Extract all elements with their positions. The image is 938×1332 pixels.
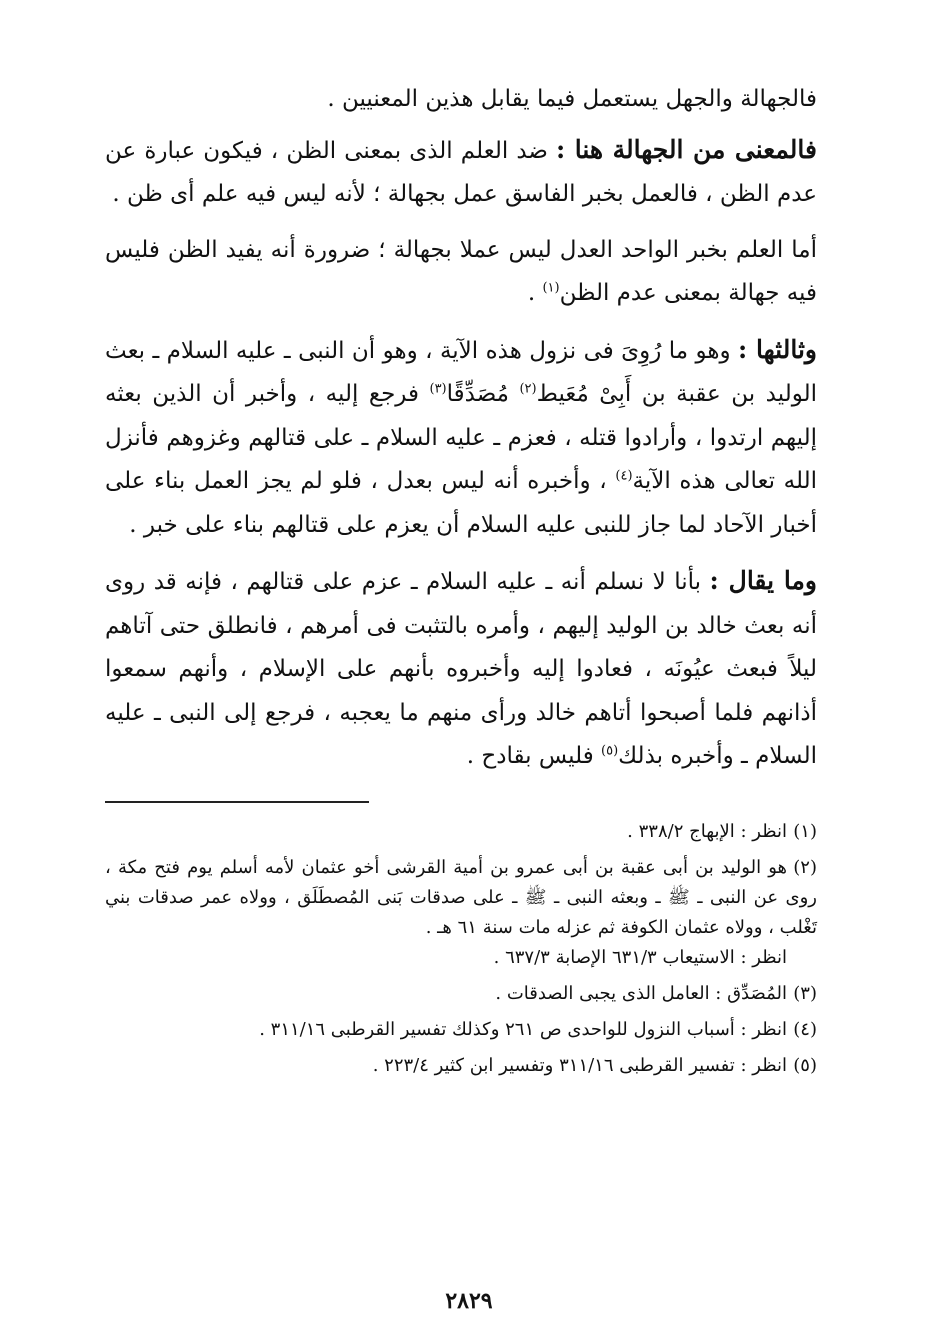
- footnote-text: المُصَدِّق : العامل الذى يجبى الصدقات .: [495, 982, 787, 1004]
- footnote-3: [105, 979, 817, 1009]
- footnote-2-reference: [105, 943, 817, 973]
- paragraph-knowledge: [105, 229, 817, 316]
- paragraph-text: ضد العلم الذى بمعنى الظن ، فيكون عبارة عن عدم الظن ، فالعمل بخبر الفاسق عمل بجهالة ؛ لأنه ليس فيه علم أى ظن .: [105, 137, 817, 207]
- footnote-2: [105, 853, 817, 943]
- footnotes: [105, 817, 817, 1081]
- paragraph-meaning: [105, 128, 817, 217]
- paragraph-text: وهو ما رُوِىَ فى نزول هذه الآية ، وهو أن النبى ـ عليه السلام ـ بعث الوليد بن عقبة بن أَبِىْ مُعَيط: [105, 337, 817, 407]
- footnote-ref[interactable]: (٣): [429, 381, 447, 397]
- paragraph-objection: [105, 559, 817, 779]
- paragraph-tail: ، وأخبره أنه ليس بعدل ، فلو لم يجز العمل بناء على أخبار الآحاد لما جاز للنبى عليه السلام أن يعزم على قتالهم بناء على خبر .: [105, 468, 817, 538]
- footnote-number: (١): [793, 820, 817, 842]
- footnote-text: انظر : الاستيعاب ٦٣١/٣ الإصابة ٦٣٧/٣ .: [493, 946, 787, 968]
- footnote-4: [105, 1015, 817, 1045]
- footnote-text: انظر : أسباب النزول للواحدى ص ٢٦١ وكذلك تفسير القرطبى ٣١١/١٦ .: [259, 1018, 787, 1040]
- footnote-number: (٣): [793, 982, 817, 1004]
- footnote-ref[interactable]: (٤): [615, 468, 633, 484]
- footnote-number: (٥): [793, 1054, 817, 1076]
- page-body: [105, 78, 817, 1087]
- footnote-ref[interactable]: (٥): [601, 743, 619, 759]
- footnote-text: انظر : الإبهاج ٣٣٨/٢ .: [627, 820, 787, 842]
- paragraph-third: [105, 328, 817, 548]
- paragraph-tail: فرجع إليه ، وأخبر أن الذين بعثه إليهم ارتدوا ، وأرادوا قتله ، فعزم ـ عليه السلام ـ على قتالهم وغزوهم فأنزل الله تعالى هذه الآية: [105, 381, 818, 494]
- paragraph-text: فالجهالة والجهل يستعمل فيما يقابل هذين المعنيين .: [327, 86, 817, 112]
- footnote-text: هو الوليد بن أبى عقبة بن أبى عمرو بن أمية القرشى أخو عثمان لأمه أسلم يوم فتح مكة ، روى عن النبى ـ ﷺ ـ وبعثه النبى ـ ﷺ ـ على صدقات بَنى المُصطَلَق ، وولاه عمر صدقات بني تَغْلب ، وولاه عثمان الكوفة ثم عزله مات سنة ٦١ هـ .: [105, 856, 817, 938]
- footnote-number: (٤): [793, 1018, 817, 1040]
- paragraph-intro: [105, 78, 817, 122]
- paragraph-lead: وما يقال :: [709, 566, 817, 595]
- paragraph-lead: فالمعنى من الجهالة هنا :: [556, 134, 817, 164]
- footnote-ref[interactable]: (٢): [519, 381, 537, 397]
- page-number: ٢٨٢٩: [445, 1288, 493, 1314]
- footnote-5: [105, 1051, 817, 1081]
- paragraph-tail: فليس بقادح .: [466, 743, 602, 769]
- footnote-1: [105, 817, 817, 847]
- paragraph-text: أما العلم بخبر الواحد العدل ليس عملا بجهالة ؛ ضرورة أنه يفيد الظن فليس فيه جهالة بمعنى عدم الظن: [105, 236, 817, 306]
- footnote-text: انظر : تفسير القرطبى ٣١١/١٦ وتفسير ابن كثير ٢٢٣/٤ .: [372, 1054, 787, 1076]
- paragraph-tail: مُصَدِّقًا: [446, 381, 520, 407]
- paragraph-text: بأنا لا نسلم أنه ـ عليه السلام ـ عزم على قتالهم ، فإنه قد روى أنه بعث خالد بن الوليد إليهم ، وأمره بالتثبت فى أمرهم ، فانطلق حتى آتاهم ليلاً فبعث عيُونَه ، فعادوا إليه وأخبروه بأنهم على الإسلام ، وأنهم سمعوا أذانهم فلما أصبحوا أتاهم خالد ورأى منهم ما يعجبه ، فرجع إلى النبى ـ عليه السلام ـ وأخبره بذلك: [105, 569, 817, 769]
- footnote-number: (٢): [793, 856, 817, 878]
- footnote-ref[interactable]: (١): [542, 280, 560, 296]
- footnote-divider: [105, 801, 369, 803]
- paragraph-tail: .: [527, 280, 543, 306]
- paragraph-lead: وثالثها :: [738, 334, 817, 364]
